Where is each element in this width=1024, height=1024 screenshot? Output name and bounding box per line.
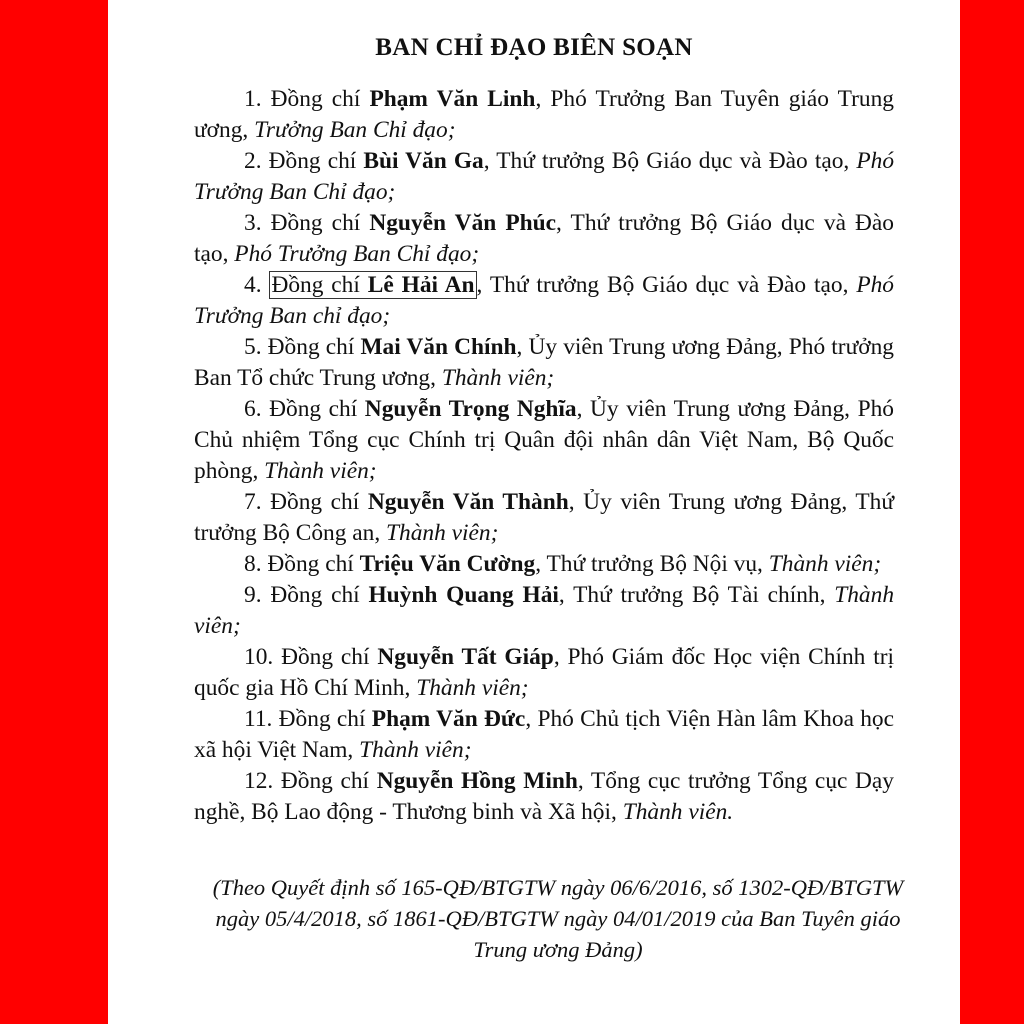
member-item: 9. Đồng chí Huỳnh Quang Hải, Thứ trưởng Bộ Tài chính, Thành viên; bbox=[194, 582, 895, 639]
member-name: Huỳnh Quang Hải bbox=[368, 582, 559, 608]
member-role: Phó Trưởng Ban Chỉ đạo; bbox=[234, 241, 480, 267]
member-list bbox=[194, 84, 894, 828]
member-item: 11. Đồng chí Phạm Văn Đức, Phó Chủ tịch Viện Hàn lâm Khoa học xã hội Việt Nam, Thành viên; bbox=[194, 706, 895, 763]
member-item: 2. Đồng chí Bùi Văn Ga, Thứ trưởng Bộ Giáo dục và Đào tạo, Phó Trưởng Ban Chỉ đạo; bbox=[194, 148, 895, 205]
member-name: Triệu Văn Cường bbox=[359, 551, 536, 577]
member-item: 5. Đồng chí Mai Văn Chính, Ủy viên Trung ương Đảng, Phó trưởng Ban Tổ chức Trung ương, Thành viên; bbox=[194, 334, 895, 391]
member-item: 8. Đồng chí Triệu Văn Cường, Thứ trưởng Bộ Nội vụ, Thành viên; bbox=[244, 551, 882, 577]
member-name: Nguyễn Tất Giáp bbox=[377, 644, 554, 670]
member-role: Thành viên; bbox=[416, 675, 529, 701]
member-name: Phạm Văn Linh bbox=[369, 86, 536, 112]
member-name: Phạm Văn Đức bbox=[371, 706, 526, 732]
member-item: 10. Đồng chí Nguyễn Tất Giáp, Phó Giám đốc Học viện Chính trị quốc gia Hồ Chí Minh, Thành viên; bbox=[194, 644, 894, 701]
member-name: Nguyễn Trọng Nghĩa bbox=[364, 396, 577, 422]
member-role: Phó Trưởng Ban chỉ đạo; bbox=[194, 272, 895, 329]
member-role: Thành viên; bbox=[264, 458, 377, 484]
member-role: Thành viên; bbox=[768, 551, 882, 577]
member-item: 7. Đồng chí Nguyễn Văn Thành, Ủy viên Trung ương Đảng, Thứ trưởng Bộ Công an, Thành viên; bbox=[194, 489, 895, 546]
member-name: Nguyễn Văn Thành bbox=[367, 489, 569, 515]
member-role: Trưởng Ban Chỉ đạo; bbox=[254, 117, 456, 143]
member-item: 6. Đồng chí Nguyễn Trọng Nghĩa, Ủy viên Trung ương Đảng, Phó Chủ nhiệm Tổng cục Chính trị Quân đội nhân dân Việt Nam, Bộ Quốc phòng, Thành viên; bbox=[194, 396, 894, 484]
source-note: (Theo Quyết định số 165-QĐ/BTGTW ngày 06/6/2016, số 1302-QĐ/BTGTW ngày 05/4/2018, số 1861-QĐ/BTGTW ngày 04/01/2019 của Ban Tuyên giáo Trung ương Đảng) bbox=[212, 875, 904, 962]
member-item: 3. Đồng chí Nguyễn Văn Phúc, Thứ trưởng Bộ Giáo dục và Đào tạo, Phó Trưởng Ban Chỉ đạo; bbox=[194, 210, 894, 267]
member-name: Bùi Văn Ga bbox=[363, 148, 484, 174]
member-name: Nguyễn Hồng Minh bbox=[376, 768, 578, 794]
document-title: BAN CHỈ ĐẠO BIÊN SOẠN bbox=[375, 34, 693, 61]
member-role: Thành viên; bbox=[194, 582, 895, 639]
member-role: Thành viên; bbox=[441, 365, 555, 391]
member-name: Mai Văn Chính bbox=[360, 334, 517, 360]
highlighted-name-box: Đồng chí Lê Hải An bbox=[271, 272, 475, 298]
document-page bbox=[108, 0, 960, 1024]
member-role: Thành viên. bbox=[622, 799, 734, 825]
member-role: Thành viên; bbox=[359, 737, 472, 763]
member-name: Lê Hải An bbox=[367, 272, 475, 298]
member-name: Nguyễn Văn Phúc bbox=[369, 210, 557, 236]
member-role: Phó Trưởng Ban Chỉ đạo; bbox=[194, 148, 895, 205]
member-item: 12. Đồng chí Nguyễn Hồng Minh, Tổng cục trưởng Tổng cục Dạy nghề, Bộ Lao động - Thương binh và Xã hội, Thành viên. bbox=[194, 768, 894, 825]
member-item: 1. Đồng chí Phạm Văn Linh, Phó Trưởng Ban Tuyên giáo Trung ương, Trưởng Ban Chỉ đạo; bbox=[194, 86, 895, 143]
member-item: 4. Đồng chí Lê Hải An, Thứ trưởng Bộ Giáo dục và Đào tạo, Phó Trưởng Ban chỉ đạo; bbox=[194, 272, 895, 329]
member-role: Thành viên; bbox=[386, 520, 499, 546]
